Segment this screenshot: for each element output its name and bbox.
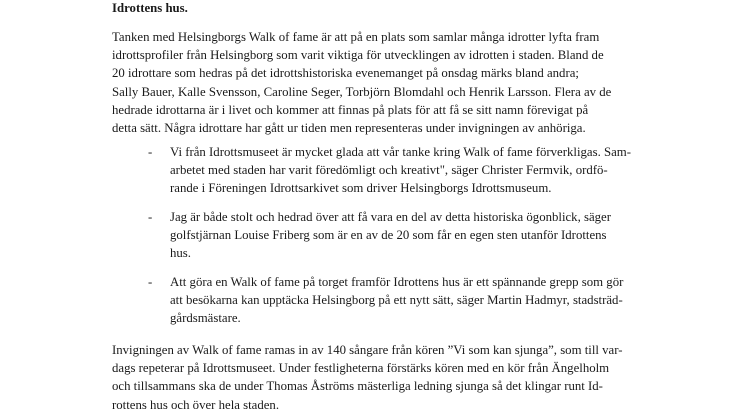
bullet-text — [170, 273, 670, 328]
closing-paragraph — [112, 341, 672, 414]
bullet-line: arbetet med staden har varit föredömligt och kreativt", säger Christer Fermvik, ordfö- — [170, 163, 608, 178]
paragraph-line: Tanken med Helsingborgs Walk of fame är att på en plats som samlar många idrotter lyfta fram — [112, 30, 600, 44]
paragraph-line: och tillsammans ska de under Thomas Åströms mästerliga ledning sjunga så det klingar runt Id- — [112, 379, 603, 394]
bullet-dash: - — [148, 145, 153, 159]
section-heading: Idrottens hus. — [112, 1, 188, 15]
bullet-text — [170, 208, 670, 263]
bullet-line: Jag är både stolt och hedrad över att få vara en del av detta historiska ögonblick, säger — [170, 210, 611, 224]
bullet-line: rande i Föreningen Idrottsarkivet som driver Helsingborgs Idrottsmuseum. — [170, 181, 552, 196]
bullet-line: att besökarna kan upptäcka Helsingborg på ett nytt sätt, säger Martin Hadmyr, stadsträd- — [170, 293, 623, 308]
paragraph-line: idrottsprofiler från Helsingborg som varit viktiga för utvecklingen av idrotten i staden. Bland de — [112, 48, 604, 63]
paragraph-line: 20 idrottare som hedras på det idrottshistoriska evenemanget på onsdag märks bland andra; — [112, 66, 579, 81]
intro-paragraph — [112, 28, 672, 137]
bullet-line: Vi från Idrottsmuseet är mycket glada att vår tanke kring Walk of fame förverkligas. Sam- — [170, 145, 631, 159]
paragraph-line: Invigningen av Walk of fame ramas in av 140 sångare från kören ”Vi som kan sjunga”, som till var- — [112, 343, 623, 357]
bullet-dash: - — [148, 210, 153, 224]
bullet-text — [170, 143, 670, 198]
paragraph-line: rottens hus och över hela staden. — [112, 397, 280, 412]
bullet-dash: - — [148, 275, 153, 289]
paragraph-line: detta sätt. Några idrottare har gått ur tiden men representeras under invigningen av anhöriga. — [112, 120, 586, 135]
bullet-line: gårdsmästare. — [170, 311, 241, 326]
paragraph-line: Sally Bauer, Kalle Svensson, Caroline Seger, Torbjörn Blomdahl och Henrik Larsson. Flera av de — [112, 84, 612, 99]
bullet-line: hus. — [170, 246, 191, 261]
bullet-line: Att göra en Walk of fame på torget framför Idrottens hus är ett spännande grepp som gör — [170, 275, 624, 289]
paragraph-line: dags repeterar på Idrottsmuseet. Under festligheterna förstärks kören med en kör från Ängelholm — [112, 361, 610, 376]
bullet-line: golfstjärnan Louise Friberg som är en av de 20 som får en egen sten utanför Idrottens — [170, 228, 607, 243]
paragraph-line: hedrade idrottarna är i livet och kommer att finnas på plats för att få se sitt namn förevigat på — [112, 102, 589, 117]
